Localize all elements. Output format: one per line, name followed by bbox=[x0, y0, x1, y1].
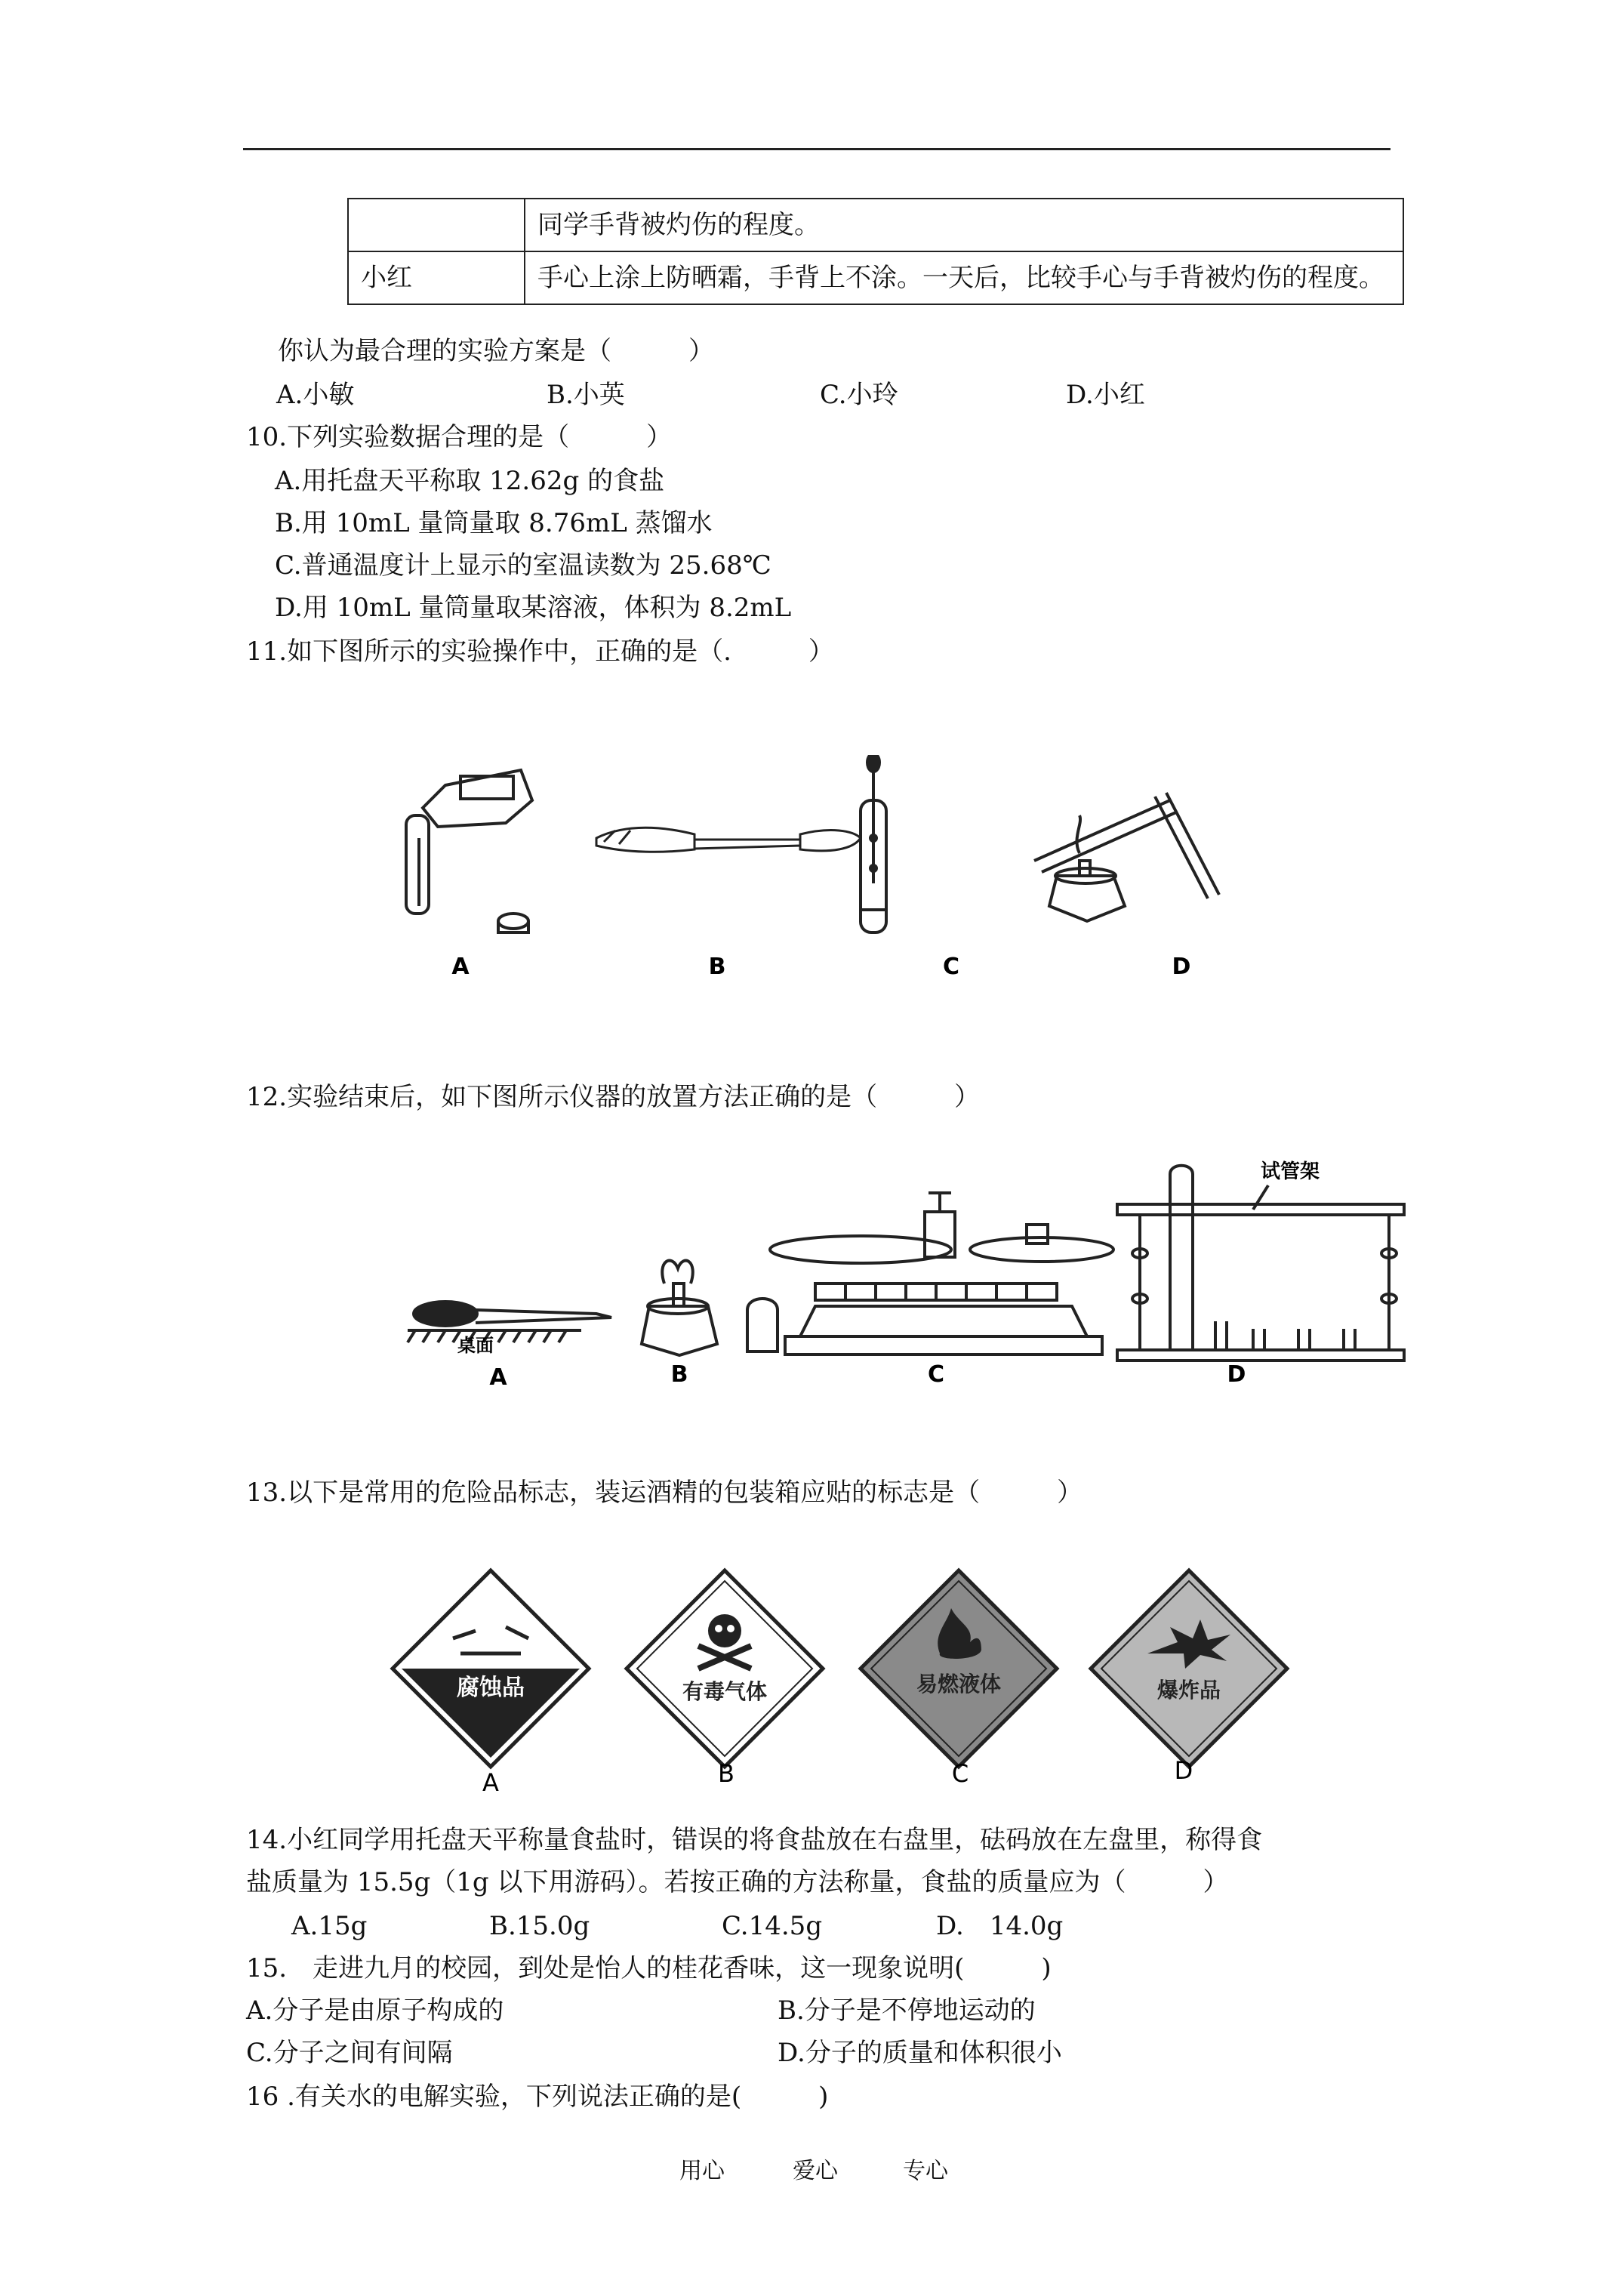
question-stem: 15. 走进九月的校园，到处是怡人的桂花香味，这一现象说明( ) bbox=[246, 1953, 1052, 1983]
option-c: C.小玲 bbox=[820, 380, 898, 410]
question-line: 盐质量为 15.5g（1g 以下用游码）。若按正确的方法称量，食盐的质量应为（ ） bbox=[246, 1867, 1229, 1897]
table-cell-text: 同学手背被灼伤的程度。 bbox=[525, 199, 1403, 251]
option-b: B.15.0g bbox=[489, 1911, 590, 1941]
figure-label-c: C bbox=[942, 954, 960, 980]
header-rule bbox=[243, 148, 1390, 150]
option-a: A.用托盘天平称取 12.62g 的食盐 bbox=[275, 466, 665, 496]
sign-label-explosive: 爆炸品 bbox=[1156, 1678, 1221, 1703]
figure-label-a: A bbox=[489, 1364, 507, 1389]
option-row bbox=[0, 1913, 1623, 1943]
flammable-sign bbox=[861, 1570, 1057, 1767]
heating-illustration bbox=[1034, 793, 1219, 921]
option-d: D. 14.0g bbox=[936, 1911, 1064, 1941]
hazard-signs-figure bbox=[377, 1555, 1306, 1797]
option-b: B.用 10mL 量筒量取 8.76mL 蒸馏水 bbox=[275, 508, 713, 538]
table-cell-text bbox=[525, 251, 1403, 304]
option-row bbox=[0, 2040, 1623, 2070]
option-c: C.普通温度计上显示的室温读数为 25.68℃ bbox=[275, 550, 771, 581]
footer-text: 专心 bbox=[903, 2158, 948, 2184]
sign-label-flammable: 易燃液体 bbox=[916, 1672, 1002, 1697]
option-c: C.14.5g bbox=[722, 1911, 823, 1941]
sign-label-toxic: 有毒气体 bbox=[682, 1679, 768, 1704]
option-a: A.分子是由原子构成的 bbox=[246, 1996, 504, 2026]
question-stem: 12.实验结束后，如下图所示仪器的放置方法正确的是（ ） bbox=[246, 1082, 981, 1112]
toxic-sign bbox=[627, 1570, 823, 1767]
figure-label-d: D bbox=[1172, 954, 1191, 980]
lab-operations-figure bbox=[377, 755, 1419, 997]
page-footer bbox=[0, 2152, 1623, 2182]
figure-label-b: B bbox=[708, 954, 726, 980]
hands-tube-illustration bbox=[596, 827, 861, 852]
pouring-illustration bbox=[406, 770, 532, 932]
explosive-sign bbox=[1091, 1570, 1287, 1767]
option-a: A.15g bbox=[291, 1911, 368, 1941]
footer-text: 用心 bbox=[679, 2158, 725, 2184]
sign-label-corrosive: 腐蚀品 bbox=[457, 1675, 525, 1701]
question-line: 14.小红同学用托盘天平称量食盐时，错误的将食盐放在右盘里，砝码放在左盘里，称得食 bbox=[246, 1825, 1263, 1855]
desk-label: 桌面 bbox=[457, 1335, 494, 1356]
figure-label-b: B bbox=[670, 1361, 688, 1388]
figure-label-c: C bbox=[927, 1361, 945, 1388]
option-row bbox=[0, 382, 1623, 412]
figure-label-a: A bbox=[482, 1768, 499, 1797]
balance-illustration bbox=[770, 1193, 1113, 1354]
option-b: B.分子是不停地运动的 bbox=[778, 1996, 1036, 2026]
figure-label-a: A bbox=[451, 954, 470, 980]
question-stem: 11.如下图所示的实验操作中，正确的是（. ） bbox=[246, 636, 834, 667]
option-a: A.小敏 bbox=[276, 380, 355, 410]
tube-stirrer-illustration bbox=[861, 755, 886, 932]
table-row bbox=[348, 199, 1403, 251]
figure-label-b: B bbox=[718, 1759, 735, 1788]
table-cell-name bbox=[348, 199, 525, 251]
option-b: B.小英 bbox=[547, 380, 625, 410]
rack-label: 试管架 bbox=[1261, 1160, 1320, 1183]
option-d: D.小红 bbox=[1066, 380, 1145, 410]
question-stem: 16 .有关水的电解实验，下列说法正确的是( ) bbox=[246, 2082, 829, 2112]
question-stem: 10.下列实验数据合理的是（ ） bbox=[246, 422, 673, 452]
dropper-on-desk-illustration bbox=[408, 1302, 611, 1342]
option-row bbox=[0, 1998, 1623, 2028]
table-row bbox=[348, 251, 1403, 304]
option-d: D.用 10mL 量筒量取某溶液，体积为 8.2mL bbox=[275, 593, 792, 623]
table-cell-name: 小红 bbox=[348, 251, 525, 304]
figure-label-c: C bbox=[951, 1759, 969, 1788]
question-stem: 13.以下是常用的危险品标志，装运酒精的包装箱应贴的标志是（ ） bbox=[246, 1478, 1083, 1508]
figure-label-d: D bbox=[1174, 1756, 1193, 1785]
option-c: C.分子之间有间隔 bbox=[246, 2038, 453, 2068]
table-cell-text-content: 手心上涂上防晒霜，手背上不涂。一天后，比较手心与手背被灼伤的程度。 bbox=[537, 263, 1384, 293]
tube-rack-illustration bbox=[1117, 1166, 1404, 1361]
option-d: D.分子的质量和体积很小 bbox=[778, 2038, 1062, 2068]
corrosive-sign bbox=[393, 1570, 589, 1767]
instrument-placement-figure bbox=[393, 1155, 1419, 1389]
experiment-table bbox=[347, 198, 1404, 305]
figure-label-d: D bbox=[1227, 1361, 1246, 1388]
alcohol-lamp-illustration bbox=[642, 1261, 778, 1355]
footer-text: 爱心 bbox=[793, 2158, 838, 2184]
question-stem: 你认为最合理的实验方案是（ ） bbox=[278, 336, 714, 366]
